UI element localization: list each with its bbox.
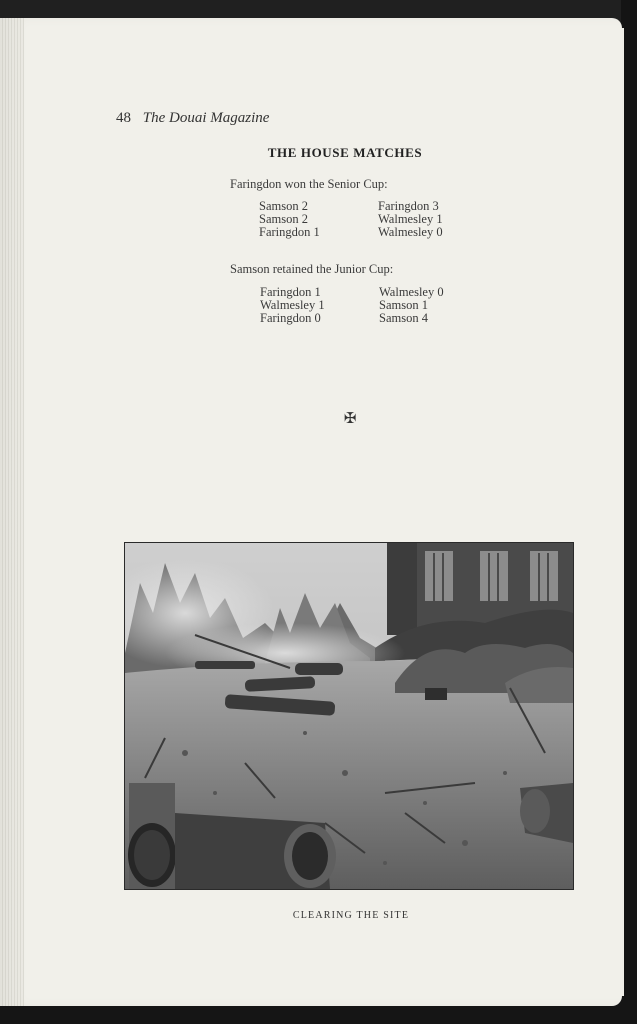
senior-cup-intro: Faringdon won the Senior Cup: xyxy=(230,177,388,191)
junior-cup-intro: Samson retained the Junior Cup: xyxy=(230,262,394,276)
running-title: The Douai Magazine xyxy=(142,110,270,126)
result-left: Faringdon 1 xyxy=(259,225,320,239)
result-right: Walmesley 0 xyxy=(379,285,444,299)
result-right: Walmesley 0 xyxy=(378,225,443,239)
page-number: 48 xyxy=(116,110,131,126)
result-right: Samson 1 xyxy=(379,298,428,312)
senior-results xyxy=(259,200,443,239)
page-edges xyxy=(0,18,24,1006)
result-left: Faringdon 1 xyxy=(260,285,321,299)
article-heading: THE HOUSE MATCHES xyxy=(267,145,423,160)
result-left: Walmesley 1 xyxy=(260,298,325,312)
running-head xyxy=(116,110,269,127)
result-left: Samson 2 xyxy=(259,212,308,226)
result-left: Faringdon 0 xyxy=(260,311,321,325)
result-right: Samson 4 xyxy=(379,311,428,325)
photo-caption: CLEARING THE SITE xyxy=(292,910,410,921)
site-clearing-photo xyxy=(124,542,574,890)
result-right: Walmesley 1 xyxy=(378,212,443,226)
result-left: Samson 2 xyxy=(259,199,308,213)
result-row xyxy=(260,312,444,325)
junior-results xyxy=(260,286,444,325)
result-right: Faringdon 3 xyxy=(378,199,439,213)
result-row xyxy=(259,226,443,239)
cross-ornament-icon: ✠ xyxy=(343,409,357,427)
